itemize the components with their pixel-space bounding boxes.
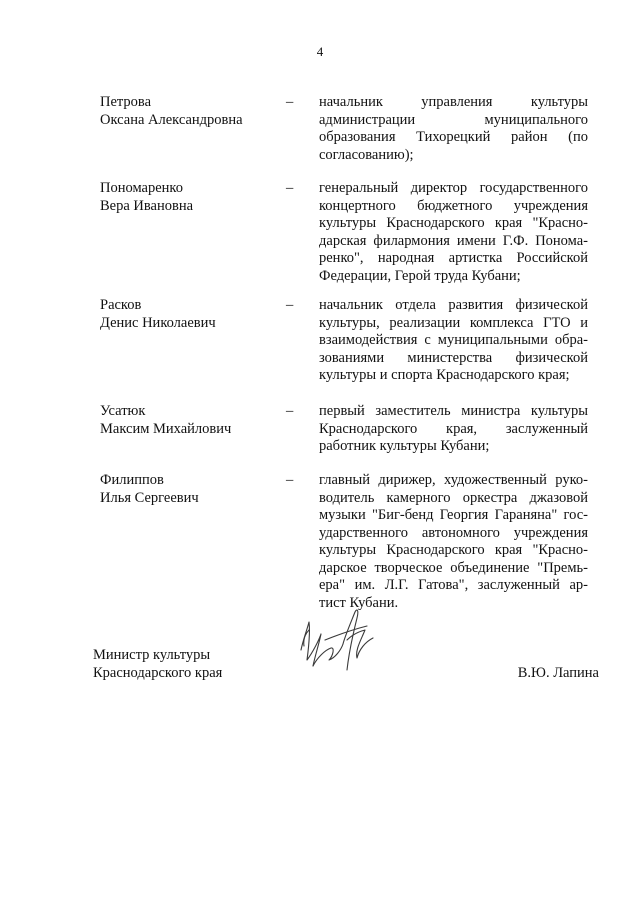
description-line: начальник управления культуры: [319, 94, 588, 110]
position-description: [319, 403, 588, 456]
description-line: главный дирижер, художественный руко-: [319, 472, 588, 488]
list-item: [100, 180, 588, 290]
description-line: культуры и спорта Краснодарского края;: [319, 367, 570, 383]
description-line: образования Тихорецкий район (по: [319, 129, 588, 145]
description-line: администрации муниципального: [319, 111, 588, 128]
description-line: культуры Краснодарского края "Красно-: [319, 215, 588, 231]
description-line: первый заместитель министра культуры: [319, 403, 588, 419]
description-line: культуры, реализации комплекса ГТО и: [319, 314, 588, 331]
surname: Расков: [100, 297, 142, 313]
position-description: [319, 94, 588, 164]
signatory-name: В.Ю. Лапина: [517, 665, 599, 681]
handwritten-signature: [295, 600, 385, 680]
description-line: взаимодействия с муниципальными обра-: [319, 332, 588, 348]
position-description: [319, 180, 588, 285]
list-item: [100, 472, 588, 617]
dash: –: [286, 297, 294, 313]
given-names: Максим Михайлович: [100, 420, 232, 437]
surname: Петрова: [100, 94, 152, 110]
description-line: Краснодарского края, заслуженный: [319, 420, 588, 437]
given-names: Денис Николаевич: [100, 314, 216, 331]
description-line: генеральный директор государственного: [319, 180, 588, 196]
description-line: согласованию);: [319, 146, 414, 163]
given-names: Оксана Александровна: [100, 111, 243, 128]
description-line: ударственного автономного учреждения: [319, 524, 588, 541]
person-name: [100, 403, 280, 438]
signatory-title: [93, 646, 222, 682]
list-item: [100, 403, 588, 463]
description-line: музыки "Биг-бенд Георгия Гараняна" гос-: [319, 507, 588, 523]
description-line: ера" им. Л.Г. Гатова", заслуженный ар-: [319, 577, 588, 593]
description-line: водитель камерного оркестра джазовой: [319, 489, 588, 506]
position-description: [319, 472, 588, 612]
surname: Усатюк: [100, 403, 146, 419]
description-line: дарское творческое объединение "Премь-: [319, 559, 588, 576]
description-line: зованиями министерства физической: [319, 349, 588, 366]
person-name: [100, 94, 280, 129]
dash: –: [286, 94, 294, 110]
list-item: [100, 297, 588, 392]
description-line: начальник отдела развития физической: [319, 297, 588, 313]
position-description: [319, 297, 588, 385]
description-line: Федерации, Герой труда Кубани;: [319, 267, 521, 284]
description-line: ренко", народная артистка Российской: [319, 250, 588, 266]
description-line: тист Кубани.: [319, 594, 399, 611]
dash: –: [286, 472, 294, 488]
dash: –: [286, 403, 294, 419]
given-names: Вера Ивановна: [100, 197, 194, 214]
description-line: концертного бюджетного учреждения: [319, 197, 588, 214]
description-line: дарская филармония имени Г.Ф. Понома-: [319, 232, 588, 249]
list-item: [100, 94, 588, 174]
person-name: [100, 297, 280, 332]
surname: Филиппов: [100, 472, 164, 488]
given-names: Илья Сергеевич: [100, 489, 199, 506]
page-number: 4: [316, 44, 324, 59]
person-name: [100, 472, 280, 507]
person-name: [100, 180, 280, 215]
surname: Пономаренко: [100, 180, 183, 196]
dash: –: [286, 180, 294, 196]
description-line: работник культуры Кубани;: [319, 438, 490, 454]
signatory-title-line: Министр культуры: [93, 647, 211, 663]
description-line: культуры Краснодарского края "Красно-: [319, 542, 588, 558]
signatory-title-line: Краснодарского края: [93, 665, 223, 681]
